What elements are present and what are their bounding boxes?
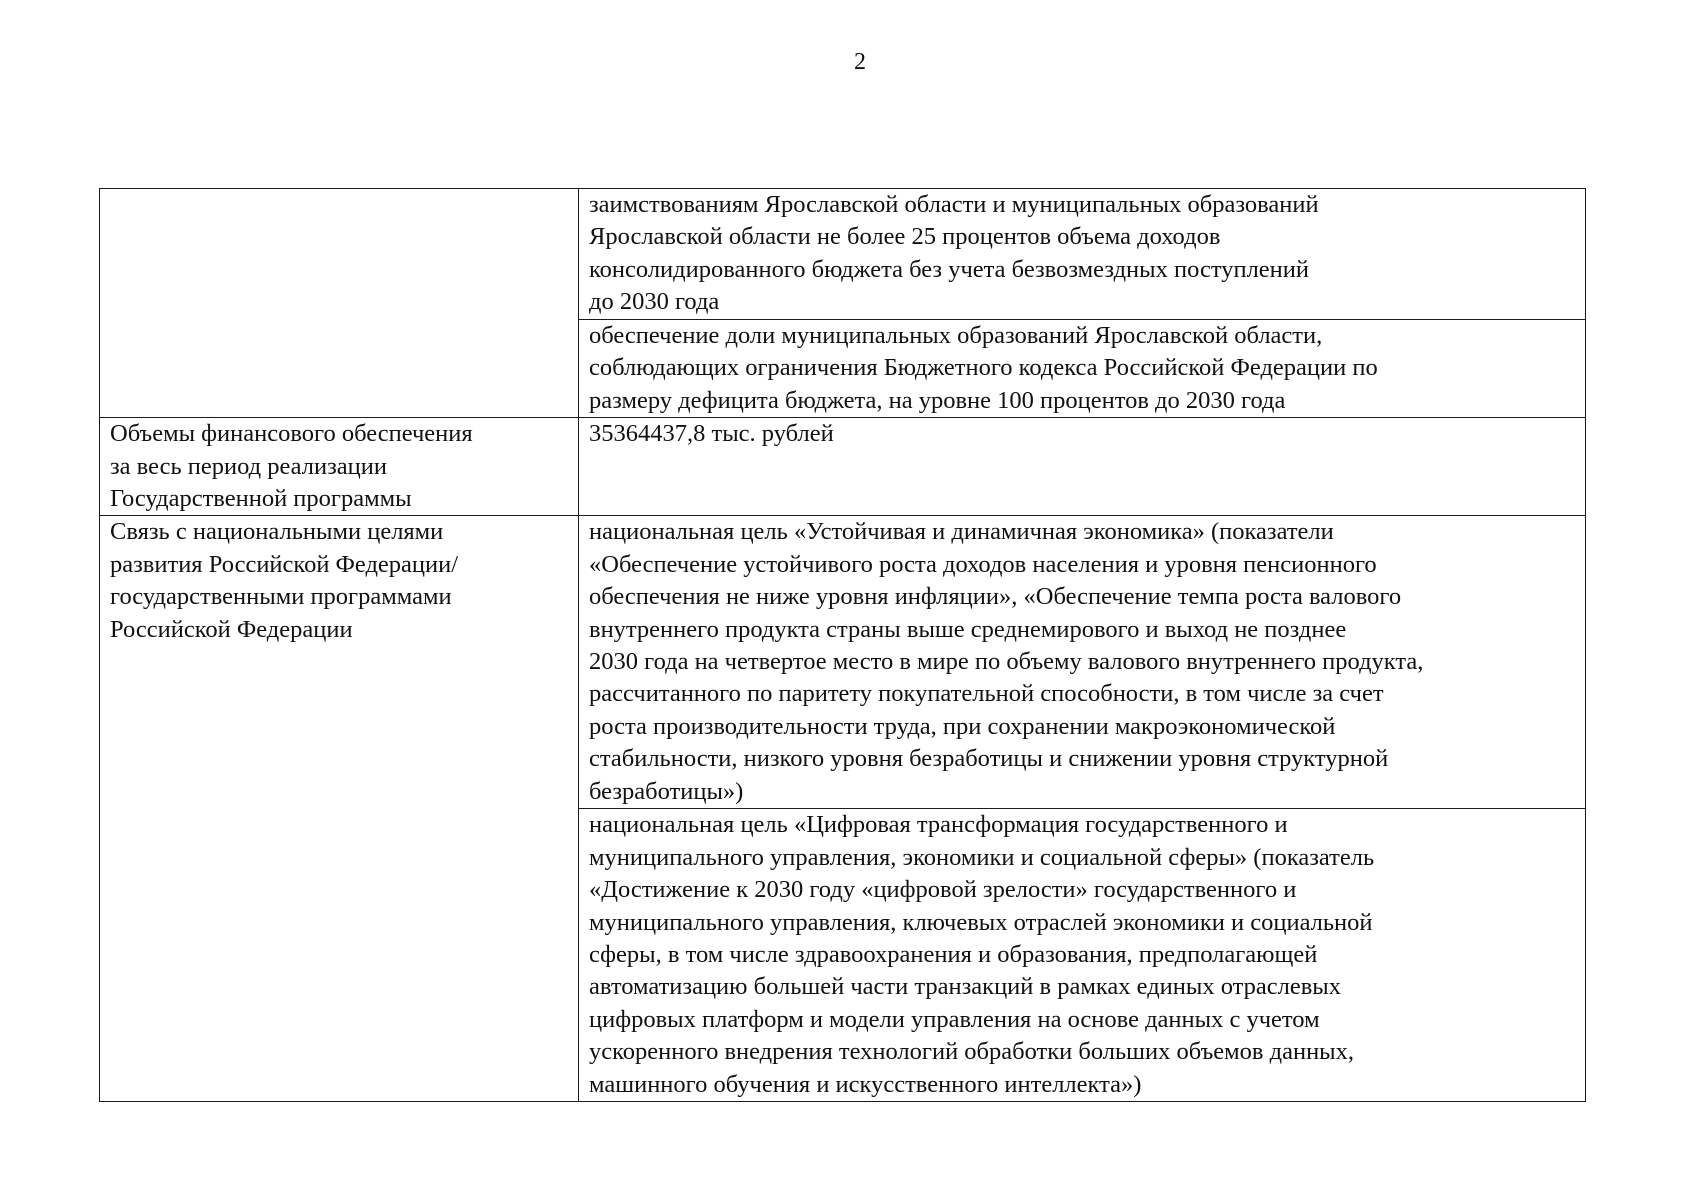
national-goals-label: Связь с национальными целями развития Российской Федерации/ государственными программами Российской Федерации [110,518,459,643]
page-number: 2 [854,49,866,75]
funding-volume-label: Объемы финансового обеспечения за весь период реализации Государственной программы [110,420,473,513]
program-passport-table [99,188,1586,1102]
label-cell [100,516,579,1102]
table-row [100,516,1586,809]
table-row [100,189,1586,320]
content-cell [579,418,1586,516]
table-row [100,418,1586,516]
label-cell-empty [100,189,579,418]
deficit-compliance-text: обеспечение доли муниципальных образований Ярославской области, соблюдающих ограничения Бюджетного кодекса Российской Федерации по размеру дефицита бюджета, на уровне 100 процентов до 2030 года [589,322,1378,414]
content-cell [579,516,1586,809]
digital-goal-text: национальная цель «Цифровая трансформация государственного и муниципального управления, экономики и социальной сферы» (показатель «Достижение к 2030 году «цифровой зрелости» государственного и муниципального управления, ключевых отраслей экономики и социальной сферы, в том числе здравоохранения и образования, предполагающей автоматизацию большей части транзакций в рамках единых отраслевых цифровых платформ и модели управления на основе данных с учетом ускоренного внедрения технологий обработки больших объемов данных, машинного обучения и искусственного интеллекта») [589,811,1375,1098]
content-cell [579,809,1586,1102]
content-cell [579,189,1586,320]
economy-goal-text: национальная цель «Устойчивая и динамичная экономика» (показатели «Обеспечение устойчивого роста доходов населения и уровня пенсионного обеспечения не ниже уровня инфляции», «Обеспечение темпа роста валового внутреннего продукта страны выше среднемирового и выход не позднее 2030 года на четвертое место в мире по объему валового внутреннего продукта, рассчитанного по паритету покупательной способности, в том числе за счет роста производительности труда, при сохранении макроэкономической стабильности, низкого уровня безработицы и снижении уровня структурной безработицы») [589,518,1424,805]
label-cell [100,418,579,516]
borrowing-limit-text: заимствованиям Ярославской области и муниципальных образований Ярославской области не более 25 процентов объема доходов консолидированного бюджета без учета безвозмездных поступлений до 2030 года [589,191,1319,316]
content-cell [579,320,1586,418]
funding-volume-value: 35364437,8 тыс. рублей [589,420,834,448]
